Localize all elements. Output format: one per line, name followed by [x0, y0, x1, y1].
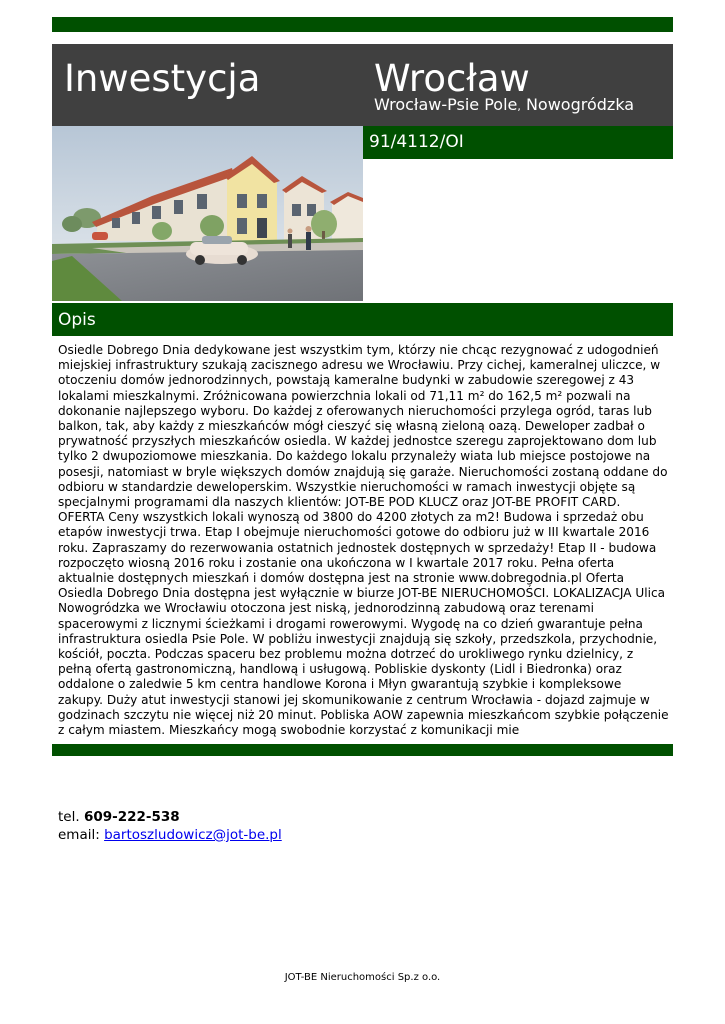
property-photo-illustration: [52, 126, 363, 301]
street-name: Nowogródzka: [525, 95, 635, 114]
phone-line: [58, 808, 282, 826]
offer-code: 91/4112/OI: [369, 132, 464, 152]
bottom-accent-bar: [52, 744, 673, 756]
header: [52, 44, 673, 126]
phone-number: 609-222-538: [83, 809, 180, 825]
location-separator: ,: [517, 100, 521, 113]
description-heading-bar: [52, 303, 673, 336]
property-photo: [52, 126, 363, 301]
description-text: Osiedle Dobrego Dnia dedykowane jest wszystkim tym, którzy nie chcąc rezygnować z udogodnień miejskiej infrastruktury szukają zacisznego adresu we Wrocławiu. Przy cichej, kameralnej uliczce, w otoczeniu domów jednorodzinnych, powstają kameralne budynki w zabudowie szeregowej z 43 lokalami mieszkalnymi. Zróżnicowana powierzchnia lokali od 71,11 m² do 162,5 m² pozwali na dokonanie najlepszego wyboru. Do każdej z oferowanych nieruchomości przylega ogród, taras lub balkon, tak, aby każdy z mieszkańców mógł cieszyć się własną zieloną oazą. Deweloper zadbał o prywatność przyszłych mieszkańców osiedla. W każdej jednostce szeregu zaprojektowano dom lub tylko 2 dwupoziomowe mieszkania. Do każdego lokalu przynależy wiata lub miejsce postojowe na posesji, natomiast w bryle większych domów znajdują się garaże. Nieruchomości zostaną oddane do odbioru w standardzie deweloperskim. Wszystkie nieruchomości w ramach inwestycji objęte są specjalnymi programami dla naszych klientów: JOT-BE POD KLUCZ oraz JOT-BE PROFIT CARD. OFERTA Ceny wszystkich lokali wynoszą od 3800 do 4200 złotych za m2! Budowa i sprzedaż obu etapów inwestycji trwa. Etap I obejmuje nieruchomości gotowe do odbioru już w III kwartale 2016 roku. Zapraszamy do rezerwowania ostatnich jednostek dostępnych w sprzedaży! Etap II - budowa rozpoczęto wiosną 2016 roku i zostanie ona ukończona w I kwartale 2017 roku. Pełna oferta aktualnie dostępnych mieszkań i domów dostępna jest na stronie www.dobregodnia.pl Oferta Osiedla Dobrego Dnia dostępna jest wyłącznie w biurze JOT-BE NIERUCHOMOŚCI. LOKALIZACJA Ulica Nowogródzka we Wrocławiu otoczona jest niską, jednorodzinną zabudową oraz terenami spacerowymi z licznymi ścieżkami i drogami rowerowymi. Wygodę na co dzień gwarantuje pełna infrastruktura osiedla Psie Pole. W pobliżu inwestycji znajdują się szkoły, przedszkola, przychodnie, kościół, poczta. Podczas spaceru bez problemu można dotrzeć do urokliwego rynku dzielnicy, z pełną ofertą gastronomiczną, handlową i usługową. Pobliskie dyskonty (Lidl i Biedronka) oraz oddalone o zaledwie 5 km centra handlowe Korona i Młyn gwarantują szybkie i kompleksowe zakupy. Duży atut inwestycji stanowi jej skomunikowanie z centrum Wrocławia - dojazd zajmuje w godzinach szczytu nie więcej niż 20 minut. Pobliska AOW zapewnia mieszkańcom szybkie połączenie z całym miastem. Mieszkańcy mogą swobodnie korzystać z komunikacji mie: [58, 343, 669, 738]
email-label: email:: [58, 827, 100, 843]
email-line: [58, 826, 282, 844]
district-name: Wrocław-Psie Pole: [374, 95, 518, 114]
city-title: Wrocław: [374, 57, 530, 100]
phone-label: tel.: [58, 809, 80, 825]
top-accent-bar: [52, 17, 673, 32]
email-link[interactable]: bartoszludowicz@jot-be.pl: [104, 827, 282, 843]
offer-code-bar: [363, 126, 673, 159]
description-heading: Opis: [58, 310, 96, 330]
footer-company: JOT-BE Nieruchomości Sp.z o.o.: [284, 972, 441, 983]
contact-block: [58, 808, 282, 844]
location-line: [374, 95, 634, 117]
page-title: Inwestycja: [64, 57, 261, 100]
